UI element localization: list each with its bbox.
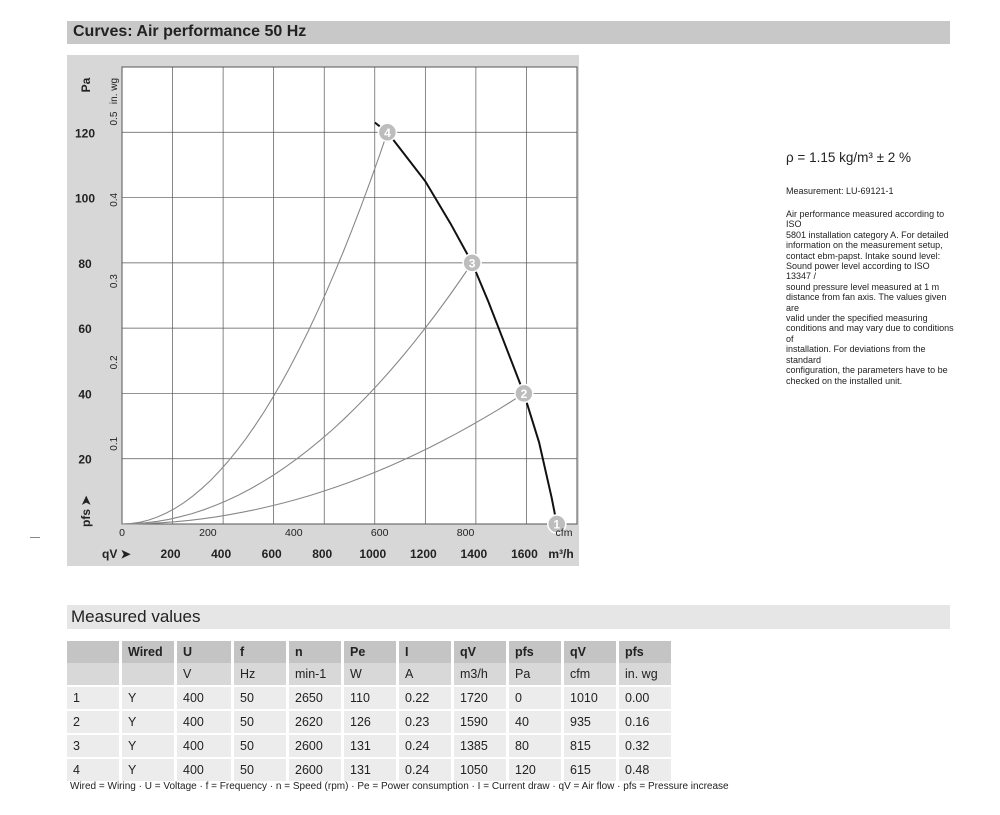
table-cell: 0.48 bbox=[618, 758, 673, 781]
table-cell: 0.32 bbox=[618, 734, 673, 758]
table-cell: 1010 bbox=[563, 686, 618, 710]
table-header-cell bbox=[67, 663, 121, 686]
x2-tick-label: 200 bbox=[199, 527, 217, 539]
table-cell: 50 bbox=[233, 734, 288, 758]
margin-mark bbox=[30, 537, 40, 538]
table-cell: Y bbox=[121, 710, 176, 734]
table-row bbox=[67, 686, 673, 710]
y-tick-label: 60 bbox=[78, 322, 92, 337]
x-tick-label: 400 bbox=[211, 547, 232, 561]
table-cell: 2 bbox=[67, 710, 121, 734]
y2-axis-label: in. wg bbox=[109, 77, 120, 105]
table-cell: 40 bbox=[508, 710, 563, 734]
table-header-cell: pfs bbox=[508, 641, 563, 663]
x-tick-label: 600 bbox=[261, 547, 282, 561]
table-cell: 0.00 bbox=[618, 686, 673, 710]
description-line: distance from fan axis. The values given are bbox=[786, 292, 947, 313]
table-cell: 815 bbox=[563, 734, 618, 758]
abbreviation-legend: Wired = Wiring · U = Voltage · f = Frequency · n = Speed (rpm) · Pe = Power consumption · I = Current draw · qV = Air flow · pfs = Pressure increase bbox=[70, 781, 729, 792]
x-tick-label: 200 bbox=[160, 547, 181, 561]
table-header-row bbox=[67, 641, 673, 663]
y2-tick-label: 0.4 bbox=[109, 192, 120, 207]
x-tick-label: 1600 bbox=[511, 547, 538, 561]
plot-area bbox=[122, 67, 577, 524]
x-tick-label: 1400 bbox=[460, 547, 488, 561]
description-line: Air performance measured according to ISO bbox=[786, 209, 945, 230]
measurement-description bbox=[786, 209, 954, 386]
table-cell: 0.22 bbox=[398, 686, 453, 710]
table-header-cell: n bbox=[288, 641, 343, 663]
table-cell: 3 bbox=[67, 734, 121, 758]
table-header-cell: qV bbox=[563, 641, 618, 663]
x-axis-label: qV ➤ bbox=[102, 547, 131, 561]
x2-tick-label: 0 bbox=[119, 527, 125, 539]
x-tick-label: 800 bbox=[312, 547, 333, 561]
description-line: contact ebm-papst. Intake sound level: bbox=[786, 250, 941, 261]
table-header-cell: f bbox=[233, 641, 288, 663]
y-tick-label: 40 bbox=[78, 387, 92, 402]
table-cell: 1720 bbox=[453, 686, 508, 710]
description-line: Sound power level according to ISO 13347 / bbox=[786, 261, 930, 282]
table-row bbox=[67, 734, 673, 758]
table-cell: 120 bbox=[508, 758, 563, 781]
y2-tick-label: 0.5 bbox=[109, 111, 120, 126]
table-header-cell: U bbox=[176, 641, 233, 663]
table-header-row bbox=[67, 663, 673, 686]
table-row bbox=[67, 758, 673, 781]
x2-tick-label: 600 bbox=[370, 527, 389, 539]
x2-tick-label: 400 bbox=[285, 527, 303, 539]
table-header-cell: V bbox=[176, 663, 233, 686]
description-line: installation. For deviations from the standard bbox=[786, 344, 926, 365]
table-header-cell bbox=[67, 641, 121, 663]
performance-chart bbox=[67, 55, 579, 566]
table-cell: Y bbox=[121, 758, 176, 781]
description-line: sound pressure level measured at 1 m bbox=[786, 281, 940, 292]
table-header-cell: in. wg bbox=[618, 663, 673, 686]
table-cell: Y bbox=[121, 686, 176, 710]
table-row bbox=[67, 710, 673, 734]
x2-axis-unit: cfm bbox=[555, 527, 573, 539]
x-tick-label: 1200 bbox=[409, 547, 437, 561]
measured-values-header bbox=[67, 605, 950, 629]
table-header-cell: cfm bbox=[563, 663, 618, 686]
table-cell: 131 bbox=[343, 758, 398, 781]
table-cell: 50 bbox=[233, 758, 288, 781]
description-line: information on the measurement setup, bbox=[786, 240, 943, 251]
description-line: valid under the specified measuring bbox=[786, 313, 928, 324]
table-header-cell: min-1 bbox=[288, 663, 343, 686]
table-cell: Y bbox=[121, 734, 176, 758]
table-header-cell: W bbox=[343, 663, 398, 686]
y-axis-label: Pa bbox=[79, 77, 93, 93]
description-line: checked on the installed unit. bbox=[786, 375, 903, 386]
table-cell: 50 bbox=[233, 686, 288, 710]
table-cell: 2650 bbox=[288, 686, 343, 710]
operating-point-label: 4 bbox=[384, 125, 391, 140]
measurement-id: Measurement: LU-69121-1 bbox=[786, 186, 894, 196]
table-cell: 1 bbox=[67, 686, 121, 710]
table-cell: 615 bbox=[563, 758, 618, 781]
y-tick-label: 120 bbox=[74, 126, 96, 141]
y-tick-label: 20 bbox=[78, 452, 92, 467]
measured-values-title: Measured values bbox=[71, 607, 201, 626]
table-cell: 131 bbox=[343, 734, 398, 758]
table-cell: 0 bbox=[508, 686, 563, 710]
description-line: conditions and may vary due to conditions of bbox=[786, 323, 954, 344]
table-cell: 400 bbox=[176, 710, 233, 734]
chart-panel bbox=[67, 55, 579, 566]
y2-tick-label: 0.1 bbox=[109, 436, 120, 451]
y-tick-label: 100 bbox=[74, 191, 96, 206]
table-header-cell: m3/h bbox=[453, 663, 508, 686]
table-cell: 0.23 bbox=[398, 710, 453, 734]
table-cell: 1385 bbox=[453, 734, 508, 758]
table-cell: 2600 bbox=[288, 758, 343, 781]
table-cell: 126 bbox=[343, 710, 398, 734]
y-axis-pressure-symbol: pfs ➤ bbox=[79, 495, 93, 527]
table-header-cell: Pe bbox=[343, 641, 398, 663]
table-cell: 4 bbox=[67, 758, 121, 781]
table-header-cell: Hz bbox=[233, 663, 288, 686]
y-tick-label: 80 bbox=[78, 256, 92, 271]
table-cell: 0.24 bbox=[398, 734, 453, 758]
operating-point-label: 1 bbox=[553, 517, 561, 532]
table-cell: 50 bbox=[233, 710, 288, 734]
table-header-cell: Pa bbox=[508, 663, 563, 686]
table-cell: 935 bbox=[563, 710, 618, 734]
curves-header bbox=[67, 21, 950, 44]
operating-point-label: 3 bbox=[468, 256, 476, 271]
operating-point-label: 2 bbox=[520, 386, 528, 401]
table-cell: 1050 bbox=[453, 758, 508, 781]
table-cell: 110 bbox=[343, 686, 398, 710]
table-cell: 400 bbox=[176, 758, 233, 781]
table-cell: 400 bbox=[176, 734, 233, 758]
y2-tick-label: 0.2 bbox=[109, 355, 120, 370]
table-header-cell: I bbox=[398, 641, 453, 663]
y2-tick-label: 0.3 bbox=[109, 274, 120, 289]
measured-values-table bbox=[67, 641, 674, 781]
table-header-cell: pfs bbox=[618, 641, 673, 663]
curves-header-title: Curves: Air performance 50 Hz bbox=[73, 23, 307, 40]
table-header-cell bbox=[121, 663, 176, 686]
table-cell: 1590 bbox=[453, 710, 508, 734]
table-header-cell: A bbox=[398, 663, 453, 686]
table-cell: 80 bbox=[508, 734, 563, 758]
table-header-cell: Wired bbox=[121, 641, 176, 663]
table-header-cell: qV bbox=[453, 641, 508, 663]
description-line: configuration, the parameters have to be bbox=[786, 365, 948, 376]
table-cell: 0.24 bbox=[398, 758, 453, 781]
x2-tick-label: 800 bbox=[456, 527, 475, 539]
description-line: 5801 installation category A. For detailed bbox=[786, 229, 949, 240]
density-text: ρ = 1.15 kg/m³ ± 2 % bbox=[786, 150, 912, 165]
table-cell: 2600 bbox=[288, 734, 343, 758]
table-cell: 2620 bbox=[288, 710, 343, 734]
x-tick-label: 1000 bbox=[359, 547, 387, 561]
table-cell: 0.16 bbox=[618, 710, 673, 734]
table-cell: 400 bbox=[176, 686, 233, 710]
x-axis-unit: m³/h bbox=[548, 547, 574, 561]
